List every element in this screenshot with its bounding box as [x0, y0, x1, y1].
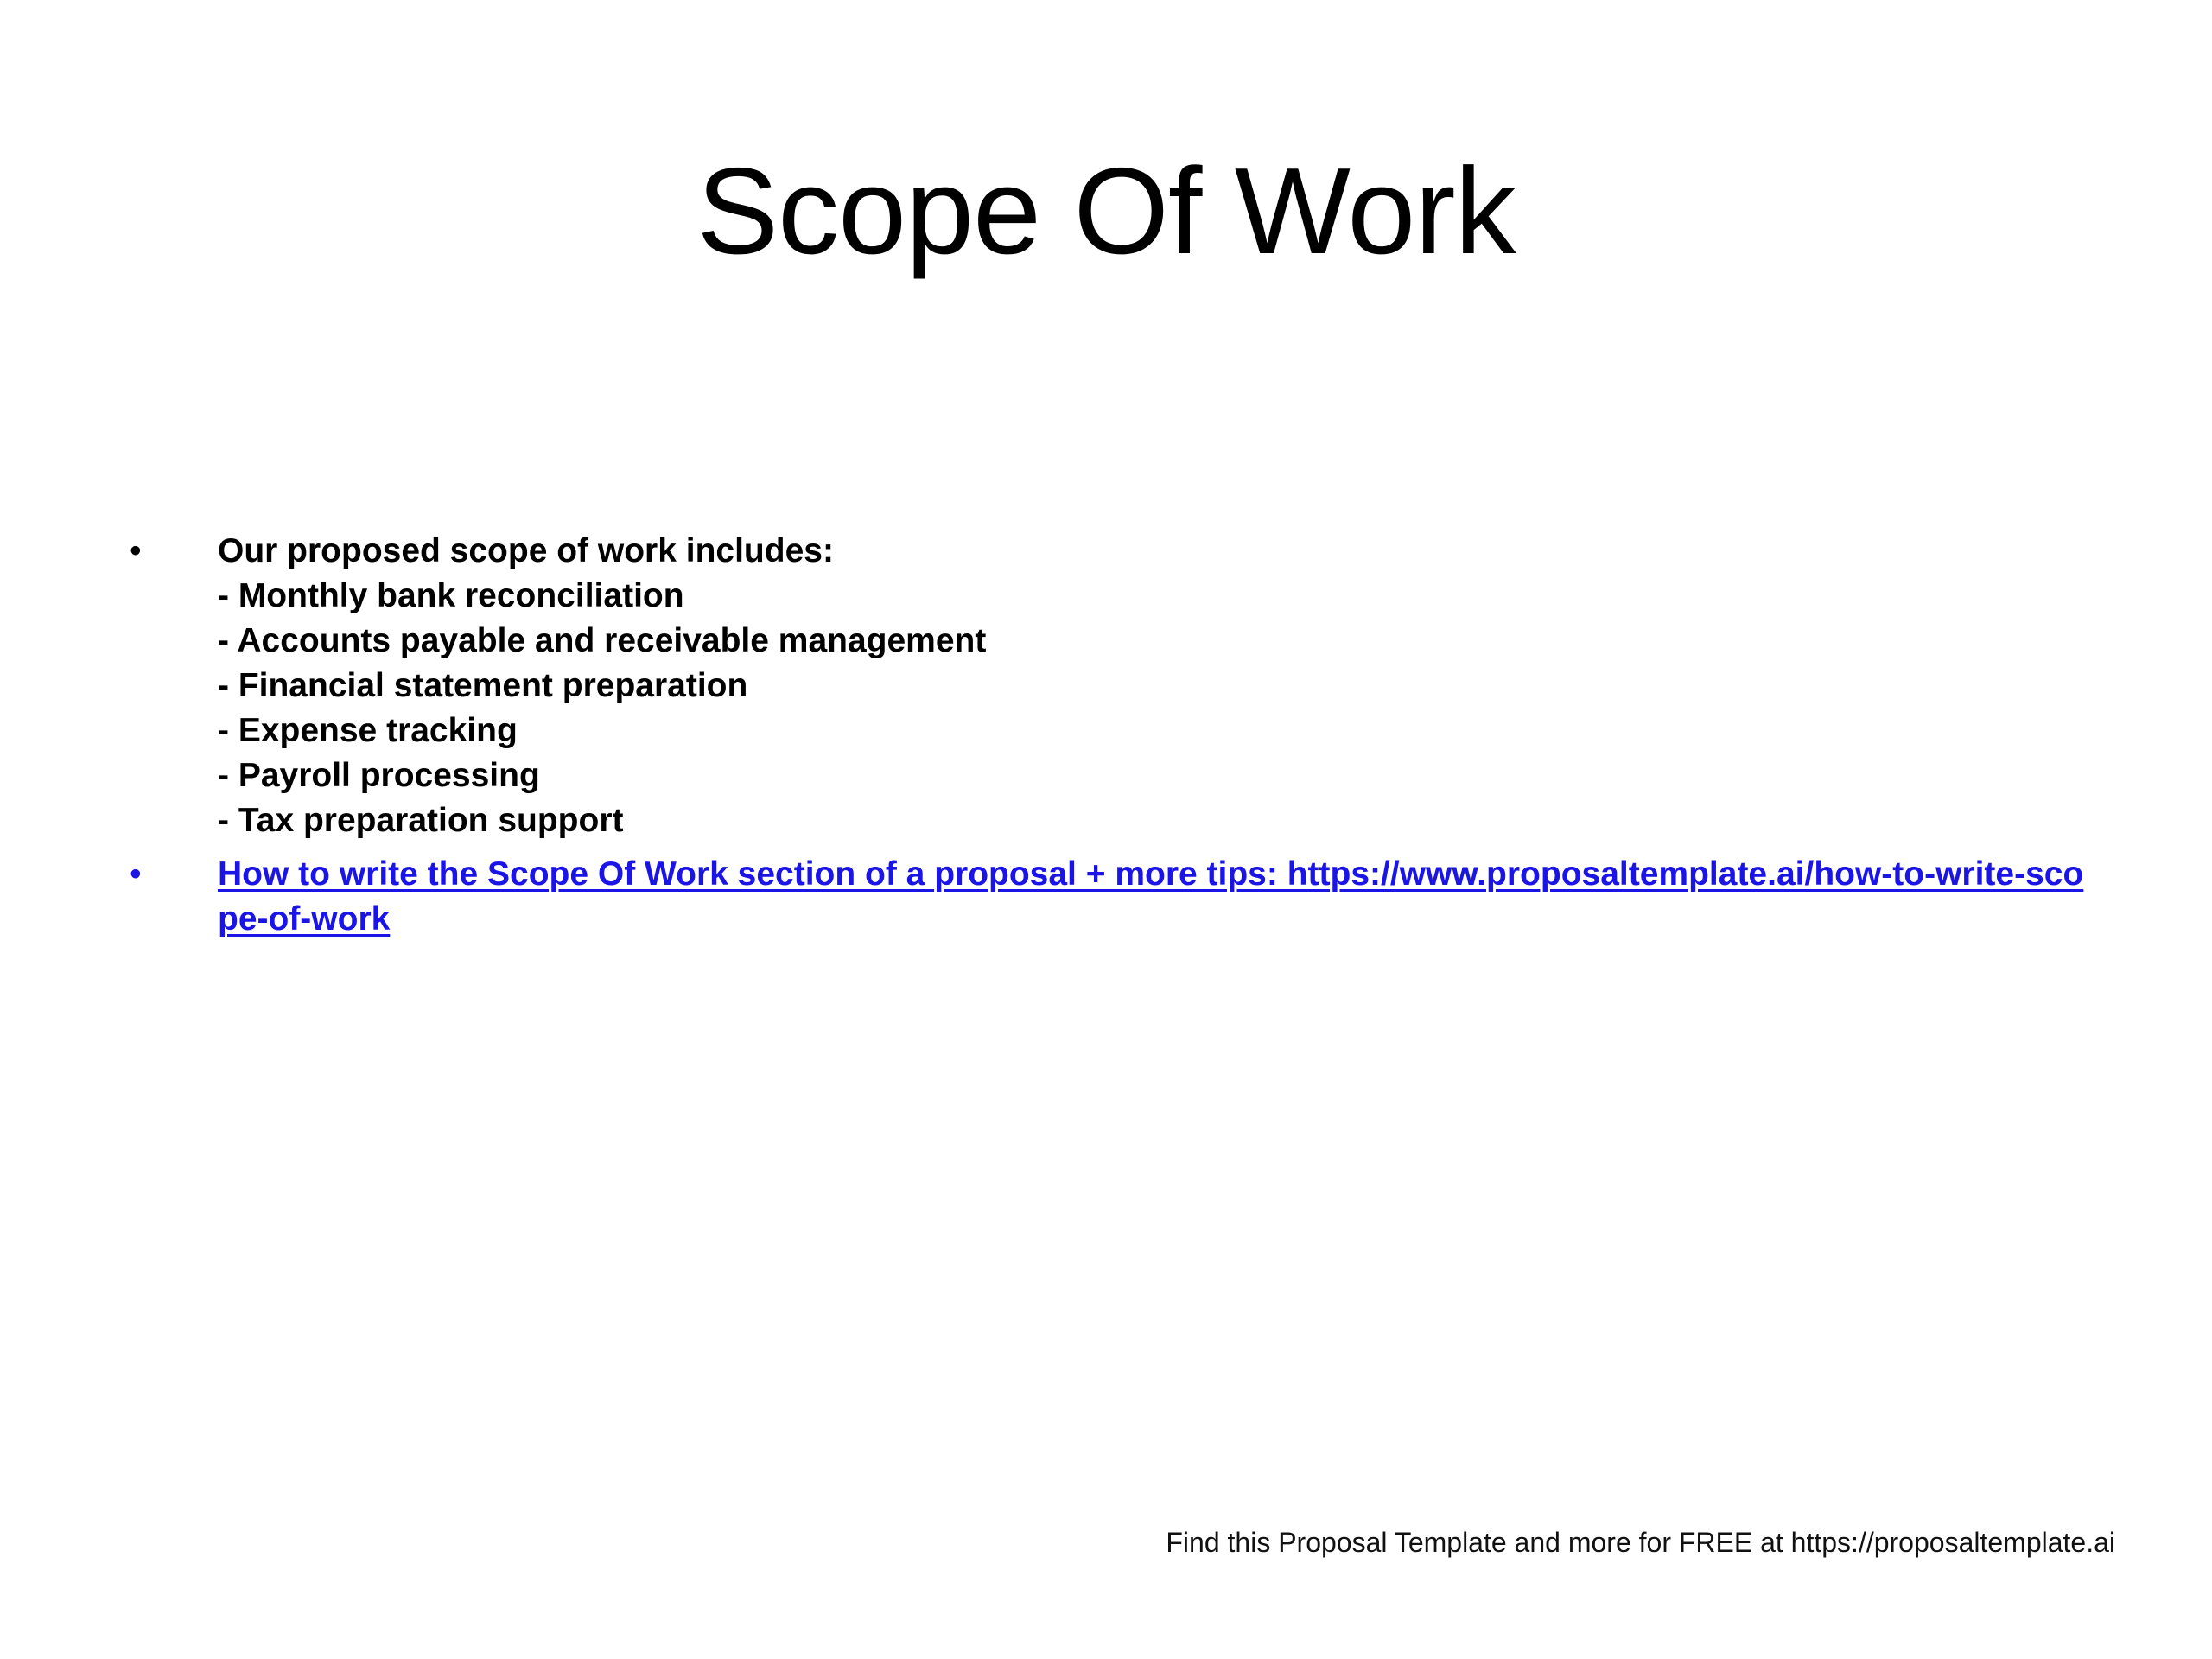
- scope-item: - Monthly bank reconciliation: [218, 577, 684, 614]
- bullet-icon: •: [130, 532, 142, 569]
- scope-of-work-tips-link[interactable]: How to write the Scope Of Work section of a proposal + more tips: https://www.proposaltemplate.ai/how-to-write-scope-of-work: [218, 855, 2084, 938]
- scope-item: - Accounts payable and receivable management: [218, 622, 987, 659]
- scope-item: - Tax preparation support: [218, 802, 624, 839]
- scope-item: - Expense tracking: [218, 712, 518, 749]
- scope-bullet: [130, 529, 2056, 843]
- slide-content: [130, 529, 2084, 942]
- tips-bullet: [130, 852, 2084, 942]
- bullet-icon: •: [130, 855, 142, 893]
- scope-item: - Financial statement preparation: [218, 667, 748, 704]
- footer-note: Find this Proposal Template and more for FREE at https://proposaltemplate.ai: [1166, 1527, 2115, 1558]
- slide-title: Scope Of Work: [696, 143, 1516, 280]
- scope-intro: Our proposed scope of work includes:: [218, 532, 834, 569]
- scope-item: - Payroll processing: [218, 757, 540, 794]
